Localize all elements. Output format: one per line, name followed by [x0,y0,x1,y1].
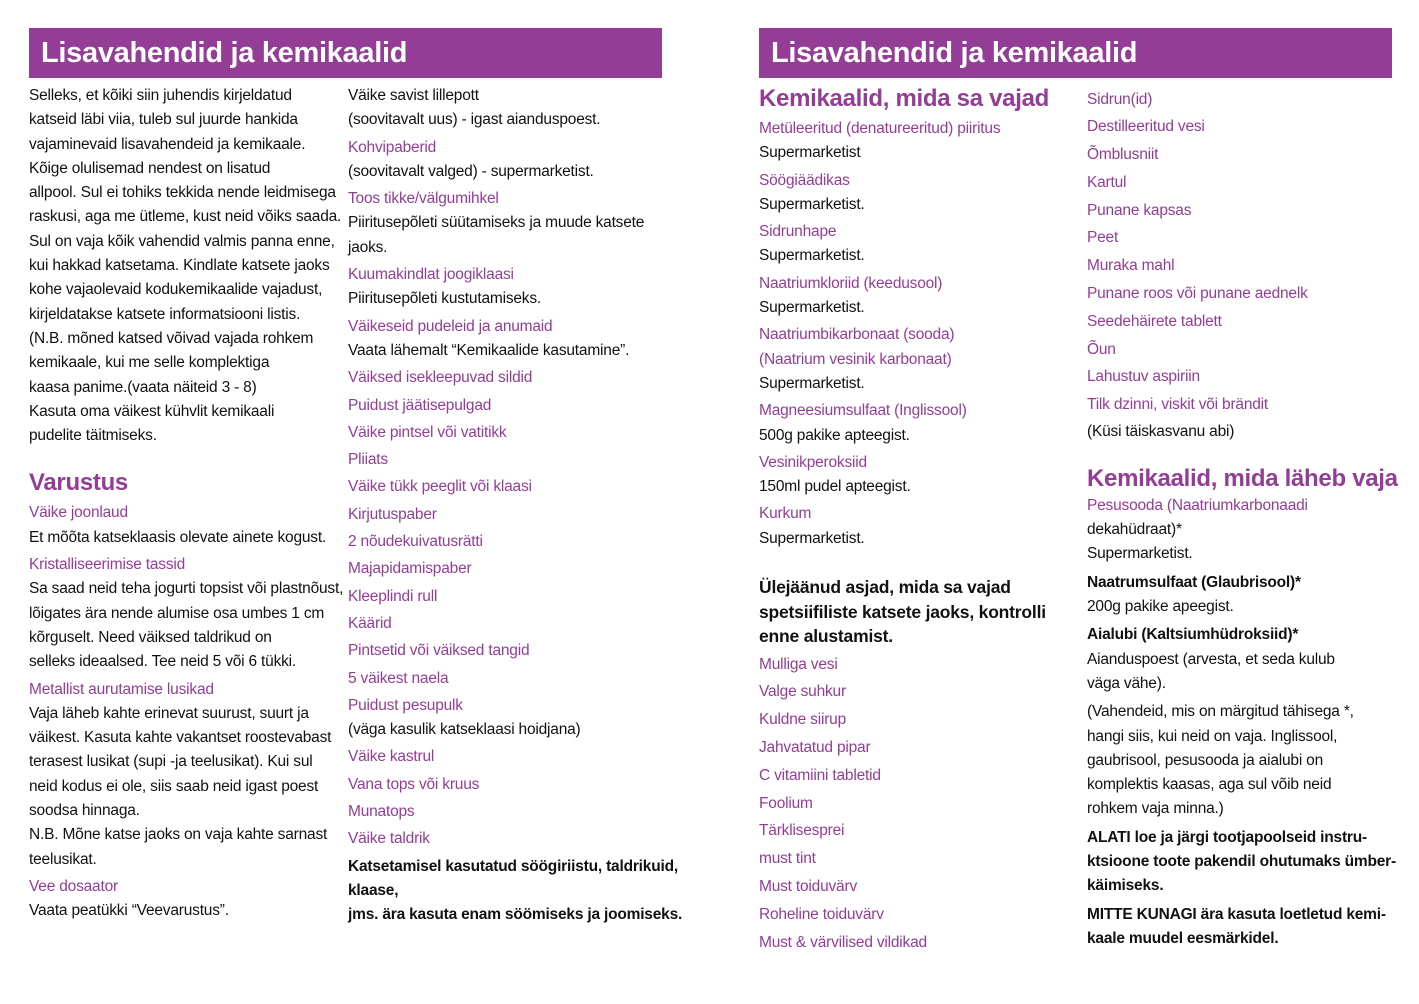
household-item: Õun [1087,340,1116,358]
list-item [759,220,1079,269]
list-item [759,323,1079,396]
item-description: Vaata lähemalt “Kemikaalide kasutamine”. [348,341,630,359]
always-line: käimiseks. [1087,877,1164,895]
item-name: Naatriumkloriid (keedusool) [759,274,943,292]
item-description: Sa saad neid teha jogurti topsist või plastnõust, [29,580,344,598]
other-item: Mulliga vesi [759,655,838,673]
pesusooda-desc-line: dekahüdraat)* [1087,521,1182,539]
list-item [29,553,347,674]
list-item [759,502,1079,551]
pesusooda-name [1087,494,1417,518]
list-item [348,475,708,499]
intro-line: vajaminevaid lisavahendeid ja kemikaale. [29,135,306,153]
chemicals-list [759,117,1079,551]
right-banner-title: Lisavahendid ja kemikaalid [759,28,1392,78]
list-item [348,639,708,663]
household-item: Tilk dzinni, viskit või brändit [1087,396,1269,414]
intro-line: katseid läbi viia, tuleb sul juurde hankida [29,111,298,129]
list-item [348,827,708,851]
asterisk-note-line: hangi siis, kui neid on vaja. Inglissool, [1087,727,1338,745]
item-name: Metallist aurutamise lusikad [29,680,214,698]
other-item: Foolium [759,794,813,812]
item-name: Kristalliseerimise tassid [29,556,186,574]
asterisk-note-line: komplektis kaasas, aga sul võib neid [1087,776,1332,794]
other-item: Tärklisesprei [759,822,845,840]
item-description: selleks ideaalsed. Tee neid 5 või 6 tükki. [29,653,297,671]
intro-line: Kõige olulisemad nendest on lisatud [29,159,271,177]
list-item [759,451,1079,500]
household-item: Lahustuv aspiriin [1087,368,1200,386]
asterisk-note-line: rohkem vaja minna.) [1087,800,1224,818]
item-name: Väike joonlaud [29,504,128,522]
list-item [759,272,1079,321]
subheading-line: Ülejäänud asjad, mida sa vajad [759,577,1011,598]
item-name: Majapidamispaber [348,560,472,578]
item-name: Munatops [348,803,415,821]
household-item: Õmblusniit [1087,146,1159,164]
item-description: Et mõõta katseklaasis olevate ainete kogust. [29,528,327,546]
chemicals-needed-heading: Kemikaalid, mida sa vajad [759,85,1049,112]
pesusooda-name-line: Pesusooda (Naatriumkarbonaadi [1087,496,1308,514]
asterisk-note-line: (Vahendeid, mis on märgitud tähisega *, [1087,703,1354,721]
list-item [348,263,708,312]
intro-line: (N.B. mõned katsed võivad vajada rohkem [29,329,314,347]
item-name: Magneesiumsulfaat (Inglissool) [759,402,967,420]
other-item: Kuldne siirup [759,711,847,729]
list-item [348,800,708,824]
list-item [759,399,1079,448]
item-description: Supermarketist. [759,529,865,547]
item-name: Kurkum [759,505,812,523]
intro-line: kirjeldatakse katsete informatsiooni listis. [29,305,301,323]
list-item [348,612,708,636]
household-item: Peet [1087,229,1119,247]
never-line: MITTE KUNAGI ära kasuta loetletud kemi- [1087,905,1386,923]
list-item [348,745,708,769]
varustus-heading: Varustus [29,469,128,497]
household-item: Seedehäirete tablett [1087,312,1222,330]
other-items-heading [759,575,1079,649]
household-item: Muraka mahl [1087,257,1175,275]
subheading-line: enne alustamist. [759,626,893,647]
item-description: 150ml pudel apteegist. [759,478,911,496]
item-description: Supermarketist. [759,195,865,213]
item-description: Supermarketist [759,144,861,162]
item-description: Vaja läheb kahte erinevat suurust, suurt ja [29,704,309,722]
always-line: ALATI loe ja järgi tootjapoolseid instru- [1087,828,1367,846]
household-item: Kartul [1087,173,1127,191]
right-page [710,0,1419,1004]
household-item: Destilleeritud vesi [1087,118,1205,136]
aialubi-desc-line: Aianduspoest (arvesta, et seda kulub [1087,650,1335,668]
list-item [348,557,708,581]
list-item [348,585,708,609]
intro-line: raskusi, aga me ütleme, kust neid võiks saada. [29,208,342,226]
list-item [348,136,708,185]
warning-line: Katsetamisel kasutatud söögiriistu, taldrikuid, klaase, [348,857,678,899]
item-description: Supermarketist. [759,299,865,317]
item-description: 500g pakike apteegist. [759,426,910,444]
list-item [348,187,708,260]
item-name: 5 väikest naela [348,669,449,687]
naatrium-desc: 200g pakike apeegist. [1087,598,1234,616]
other-item: Roheline toiduvärv [759,905,884,923]
item-name: Kuumakindlat joogiklaasi [348,266,514,284]
item-name: Pintsetid või väiksed tangid [348,642,530,660]
item-name: (Naatrium vesinik karbonaat) [759,350,952,368]
household-item: Punane kapsas [1087,201,1192,219]
cutlery-warning [348,855,708,928]
item-description: jaoks. [348,238,388,256]
aialubi-desc [1087,648,1417,697]
item-name: Väikeseid pudeleid ja anumaid [348,317,553,335]
asterisk-note-line: gaubrisool, pesusooda ja aialubi on [1087,751,1324,769]
naatrium-name: Naatrumsulfaat (Glaubrisool)* [1087,573,1301,591]
item-name: Toos tikke/välgumihkel [348,190,499,208]
item-name: Puidust jäätisepulgad [348,396,492,414]
item-description: lõigates ära nende alumise osa umbes 1 cm [29,604,325,622]
item-name: Söögiäädikas [759,171,850,189]
item-description: Piiritusepõleti kustutamiseks. [348,290,541,308]
asterisk-note [1087,700,1417,821]
item-description: kõrguselt. Need väiksed taldrikud on [29,628,272,646]
aialubi-desc-line: väga vähe). [1087,674,1166,692]
left-page [0,0,709,1004]
other-item: Jahvatatud pipar [759,738,871,756]
item-description: Supermarketist. [759,247,865,265]
item-description: Vaata peatükki “Veevarustus”. [29,902,229,920]
intro-line: pudelite täitmiseks. [29,427,157,445]
intro-paragraph [29,84,347,448]
list-item [29,875,347,924]
list-item [348,530,708,554]
item-name: 2 nõudekuivatusrätti [348,533,483,551]
item-description: soodsa hinnaga. [29,802,140,820]
item-name: Vesinikperoksiid [759,453,867,471]
item-name: Kleeplindi rull [348,587,438,605]
other-item: Must & värvilised vildikad [759,933,927,951]
chemicals-required-heading: Kemikaalid, mida läheb vaja [1087,464,1398,492]
list-item [759,117,1079,166]
pesusooda-desc-line: Supermarketist. [1087,545,1193,563]
aialubi-name: Aialubi (Kaltsiumhüdroksiid)* [1087,626,1299,644]
item-description: N.B. Mõne katse jaoks on vaja kahte sarnast [29,826,328,844]
subheading-line: spetsiifiliste katsete jaoks, kontrolli [759,601,1046,622]
adult-help-note: (Küsi täiskasvanu abi) [1087,422,1235,440]
left-column-1 [29,84,347,924]
list-item [348,448,708,472]
other-items-list [759,653,1079,955]
list-item [29,501,347,550]
item-description: (soovitavalt valged) - supermarketist. [348,162,594,180]
flowerpot-line: Väike savist lillepott [348,87,479,104]
item-name: Vee dosaator [29,877,118,895]
intro-line: Kasuta oma väikest kühvlit kemikaali [29,402,275,420]
list-item [348,667,708,691]
list-item [348,366,708,390]
item-description: terasest lusikat (supi -ja teelusikat). Kui sul [29,753,313,771]
right-column-2 [1087,84,1417,951]
list-item [348,421,708,445]
item-name: Väike kastrul [348,748,435,766]
list-item [759,169,1079,218]
other-item: Must toiduvärv [759,877,857,895]
never-use-warning [1087,903,1417,952]
item-name: Kirjutuspaber [348,505,437,523]
list-item [348,503,708,527]
other-item: must tint [759,850,816,868]
always-read-warning [1087,826,1417,899]
item-name: Käärid [348,614,392,632]
list-item [29,678,347,872]
household-item: Punane roos või punane aednelk [1087,285,1308,303]
item-name: Kohvipaberid [348,138,437,156]
intro-line: Sul on vaja kõik vahendid valmis panna enne, [29,232,335,250]
left-column-2 [348,84,708,928]
list-item [348,773,708,797]
item-description: teelusikat. [29,850,97,868]
other-item: C vitamiini tabletid [759,766,881,784]
item-name: Väike taldrik [348,830,430,848]
never-line: kaale muudel eesmärkidel. [1087,929,1279,947]
intro-line: kohe vajaolevaid kodukemikaalide vajadust, [29,281,323,299]
intro-line: kui hakkad katsetama. Kindlate katsete jaoks [29,257,330,275]
right-column-1 [759,84,1079,955]
household-item: Sidrun(id) [1087,90,1153,108]
flowerpot-line: (soovitavalt uus) - igast aianduspoest. [348,111,601,129]
equipment-list-2 [348,136,708,852]
item-name: Väike pintsel või vatitikk [348,423,507,441]
list-item [348,315,708,364]
warning-line: jms. ära kasuta enam söömiseks ja joomiseks. [348,906,683,924]
item-description: neid kodus ei ole, siis saab neid igast poest [29,777,319,795]
item-name: Puidust pesupulk [348,696,463,714]
item-description: Piiritusepõleti süütamiseks ja muude katsete [348,214,645,232]
list-item [348,694,708,743]
left-banner-title: Lisavahendid ja kemikaalid [29,28,662,78]
flowerpot-text [348,84,708,133]
intro-line: Selleks, et kõiki siin juhendis kirjeldatud [29,87,292,104]
item-name: Naatriumbikarbonaat (sooda) [759,326,955,344]
item-name: Sidrunhape [759,223,837,241]
always-line: ktsioone toote pakendil ohutumaks ümber- [1087,853,1396,871]
equipment-list-1 [29,501,347,923]
item-description: (väga kasulik katseklaasi hoidjana) [348,721,581,739]
pesusooda-desc [1087,518,1417,567]
other-item: Valge suhkur [759,683,846,701]
intro-line: allpool. Sul ei tohiks tekkida nende leidmisega [29,184,336,202]
intro-line: kaasa panime.(vaata näiteid 3 - 8) [29,378,257,396]
household-items-list [1087,88,1417,418]
item-description: väikest. Kasuta kahte vakantset roostevabast [29,729,332,747]
item-name: Metüleeritud (denatureeritud) piiritus [759,120,1001,137]
item-name: Vana tops või kruus [348,775,480,793]
item-name: Väiksed isekleepuvad sildid [348,369,533,387]
item-name: Pliiats [348,451,388,469]
item-name: Väike tükk peeglit või klaasi [348,478,532,496]
intro-line: kemikaale, kui me selle komplektiga [29,354,270,372]
list-item [348,394,708,418]
item-description: Supermarketist. [759,374,865,392]
